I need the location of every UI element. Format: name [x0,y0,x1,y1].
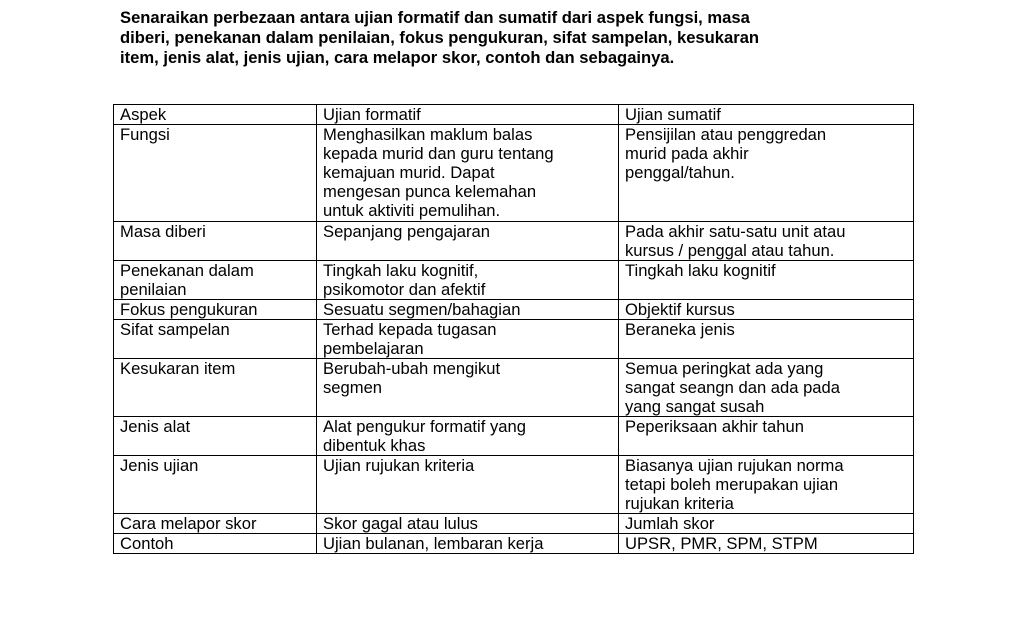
cell-formatif: Ujian bulanan, lembaran kerja [317,534,619,554]
table-row-contoh [114,534,914,554]
heading-line: diberi, penekanan dalam penilaian, fokus pengukuran, sifat sampelan, kesukaran [120,28,760,47]
header-sumatif: Ujian sumatif [619,105,914,125]
cell-sumatif: Tingkah laku kognitif [619,261,914,300]
cell-aspek: Sifat sampelan [114,320,317,359]
cell-aspek: Jenis alat [114,417,317,456]
question-heading [120,8,920,68]
cell-aspek: Jenis ujian [114,456,317,514]
table-row-masa-diberi [114,222,914,261]
table-row-cara-melapor-skor [114,514,914,534]
cell-sumatif: UPSR, PMR, SPM, STPM [619,534,914,554]
cell-sumatif: Beraneka jenis [619,320,914,359]
cell-formatif: Alat pengukur formatif yang dibentuk khas [317,417,619,456]
cell-sumatif: Jumlah skor [619,514,914,534]
header-aspek: Aspek [114,105,317,125]
cell-sumatif: Semua peringkat ada yang sangat seangn dan ada pada yang sangat susah [619,359,914,417]
table-row-jenis-ujian [114,456,914,514]
cell-sumatif: Objektif kursus [619,300,914,320]
heading-line: Senaraikan perbezaan antara ujian formatif dan sumatif dari aspek fungsi, masa [120,8,750,27]
table-row-penekanan [114,261,914,300]
header-formatif: Ujian formatif [317,105,619,125]
table-row-kesukaran-item [114,359,914,417]
cell-aspek: Penekanan dalam penilaian [114,261,317,300]
table-row-fokus-pengukuran [114,300,914,320]
table-header-row [114,105,914,125]
cell-sumatif: Pensijilan atau penggredan murid pada akhir penggal/tahun. [619,125,914,222]
table-row-fungsi [114,125,914,222]
cell-formatif: Ujian rujukan kriteria [317,456,619,514]
cell-formatif: Berubah-ubah mengikut segmen [317,359,619,417]
heading-line: item, jenis alat, jenis ujian, cara melapor skor, contoh dan sebagainya. [120,48,675,67]
cell-aspek: Fokus pengukuran [114,300,317,320]
cell-sumatif: Pada akhir satu-satu unit atau kursus / penggal atau tahun. [619,222,914,261]
table-row-sifat-sampelan [114,320,914,359]
cell-sumatif: Biasanya ujian rujukan norma tetapi boleh merupakan ujian rujukan kriteria [619,456,914,514]
cell-formatif: Skor gagal atau lulus [317,514,619,534]
cell-sumatif: Peperiksaan akhir tahun [619,417,914,456]
cell-aspek: Kesukaran item [114,359,317,417]
comparison-table [113,104,914,554]
cell-aspek: Contoh [114,534,317,554]
cell-aspek: Cara melapor skor [114,514,317,534]
cell-aspek: Fungsi [114,125,317,222]
cell-formatif: Sesuatu segmen/bahagian [317,300,619,320]
table-row-jenis-alat [114,417,914,456]
cell-aspek: Masa diberi [114,222,317,261]
cell-formatif: Terhad kepada tugasan pembelajaran [317,320,619,359]
cell-formatif: Tingkah laku kognitif, psikomotor dan afektif [317,261,619,300]
cell-formatif: Menghasilkan maklum balas kepada murid dan guru tentang kemajuan murid. Dapat mengesan punca kelemahan untuk aktiviti pemulihan. [317,125,619,222]
cell-formatif: Sepanjang pengajaran [317,222,619,261]
